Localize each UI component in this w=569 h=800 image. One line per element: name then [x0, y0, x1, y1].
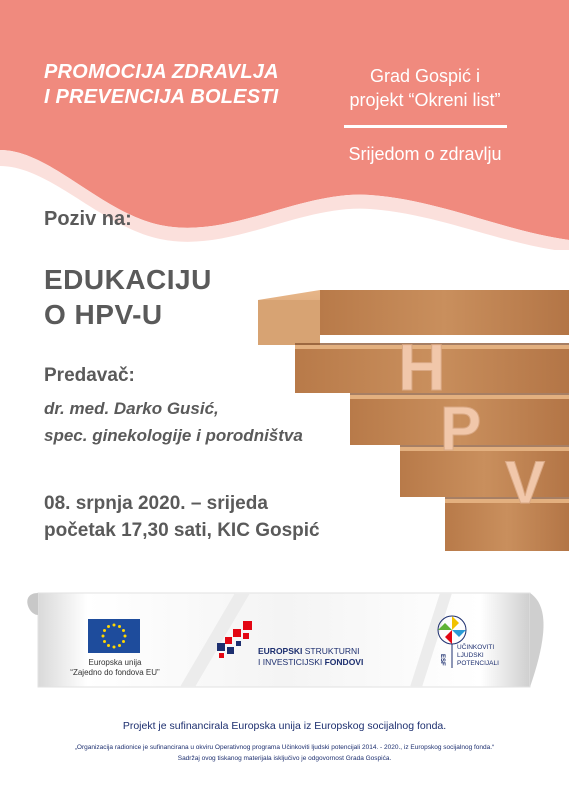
organizer-block: [320, 64, 530, 166]
campaign-title-line1: PROMOCIJA ZDRAVLJA: [44, 61, 279, 83]
ulp-line3: POTENCIJALI: [457, 660, 499, 667]
ulp-line1: UČINKOVITI: [457, 644, 495, 651]
lecturer-name: dr. med. Darko Gusić,: [44, 399, 219, 418]
event-topic-line1: EDUKACIJU: [44, 264, 212, 295]
ulp-line2: LJUDSKI: [457, 652, 484, 659]
organizer-line2: projekt “Okreni list”: [349, 90, 501, 110]
funding-statement: Projekt je sufinancirala Europska unija iz Europskog socijalnog fonda.: [122, 720, 447, 732]
event-time-place: početak 17,30 sati, KIC Gospić: [44, 520, 320, 541]
campaign-title: [44, 60, 279, 110]
logos-banner: [0, 575, 569, 705]
organizer-divider: [344, 125, 507, 128]
letter-p: P: [440, 395, 482, 464]
disclaimer-line1: „Organizacija radionice je sufinancirana u okviru Operativnog programa Učinkoviti ljudski potencijali 2014. - 2020., iz Europskog socijalnog fonda.“: [74, 744, 495, 751]
ulp-logo-text: [457, 644, 499, 668]
disclaimer-line2: Sadržaj ovog tiskanog materijala isključivo je odgovornost Grada Gospića.: [177, 755, 392, 762]
esif-line1-bold: EUROPSKI: [258, 646, 303, 656]
lecturer-label: Predavač:: [44, 365, 135, 386]
lecturer-title: spec. ginekologije i porodništva: [44, 426, 303, 445]
event-date: 08. srpnja 2020. – srijeda: [44, 493, 268, 514]
letter-v: V: [505, 449, 546, 516]
invitation-label: Poziv na:: [44, 208, 132, 230]
eu-caption-line1: Europska unija: [88, 658, 142, 667]
series-name: Srijedom o zdravlju: [348, 144, 502, 164]
esif-logo-text: [258, 646, 363, 668]
event-topic-line2: O HPV-U: [44, 299, 163, 330]
eu-caption: [60, 658, 170, 678]
esif-line1-rest: STRUKTURNI: [302, 646, 360, 656]
wooden-blocks-image: [250, 285, 569, 555]
disclaimer: [0, 742, 569, 764]
esf-letters: ESF: [439, 654, 445, 666]
esif-logo-icon: [215, 619, 255, 659]
eu-caption-line2: “Zajedno do fondova EU”: [70, 668, 160, 677]
letter-h: H: [398, 330, 446, 404]
event-topic: [44, 262, 212, 332]
campaign-title-line2: I PREVENCIJA BOLESTI: [44, 86, 279, 108]
esif-line2-bold: FONDOVI: [324, 657, 364, 667]
eu-flag-icon: [88, 619, 140, 653]
organizer-line1: Grad Gospić i: [369, 66, 481, 86]
esif-line2-rest: I INVESTICIJSKI: [258, 657, 325, 667]
